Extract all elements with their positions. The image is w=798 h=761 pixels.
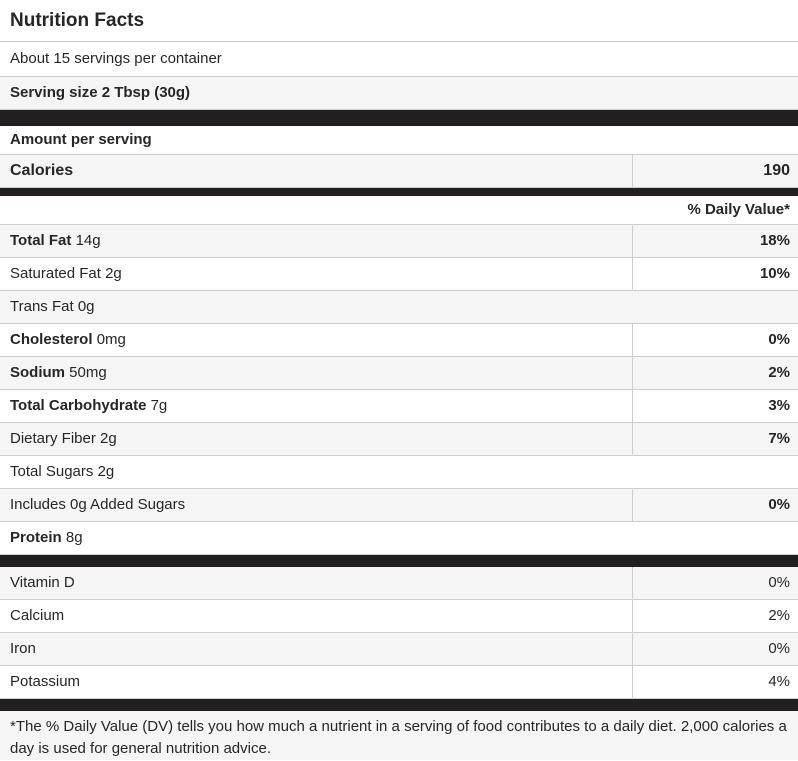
servings-per-container-row [0, 42, 798, 77]
nutrient-dv: 3% [632, 390, 798, 422]
nutrient-dv: 10% [632, 258, 798, 290]
nutrient-name: Cholesterol [10, 331, 93, 348]
vitamin-dv: 2% [632, 600, 798, 632]
nutrient-row-cholesterol [0, 324, 798, 357]
medium-separator-bar [0, 555, 798, 567]
nutrient-text [0, 456, 798, 488]
servings-per-container-text: About 15 servings per container [10, 50, 222, 67]
amount-per-serving-text: Amount per serving [10, 131, 152, 148]
medium-separator-bar [0, 699, 798, 711]
nutrient-name: Dietary Fiber [10, 430, 96, 447]
nutrient-row-total-sugars [0, 456, 798, 489]
nutrient-text [0, 258, 632, 290]
nutrient-amount: 50mg [69, 364, 107, 381]
nutrient-row-saturated-fat [0, 258, 798, 291]
vitamin-row-vitamin-d [0, 567, 798, 600]
nutrient-dv: 18% [632, 225, 798, 257]
thin-separator-bar [0, 188, 798, 196]
nutrient-text [0, 522, 798, 554]
nutrient-name: Includes 0g Added Sugars [10, 496, 186, 513]
nutrient-text [0, 489, 632, 521]
serving-size-row [0, 77, 798, 110]
label-title: Nutrition Facts [0, 0, 798, 42]
nutrient-text [0, 324, 632, 356]
vitamin-row-calcium [0, 600, 798, 633]
nutrient-text [0, 423, 632, 455]
nutrient-name: Saturated Fat [10, 265, 101, 282]
vitamin-dv: 0% [632, 633, 798, 665]
amount-per-serving-row [0, 126, 798, 155]
serving-size-text: Serving size 2 Tbsp (30g) [10, 84, 191, 101]
vitamin-name: Iron [10, 640, 36, 657]
vitamin-dv: 0% [632, 567, 798, 599]
nutrient-text [0, 225, 632, 257]
nutrient-text [0, 357, 632, 389]
vitamin-row-iron [0, 633, 798, 666]
nutrient-row-protein [0, 522, 798, 555]
nutrient-name: Trans Fat [10, 298, 74, 315]
vitamin-row-potassium [0, 666, 798, 699]
nutrient-amount: 8g [65, 529, 83, 546]
nutrient-dv: 0% [632, 324, 798, 356]
nutrient-name: Total Sugars [10, 463, 94, 480]
calories-row [0, 155, 798, 188]
nutrient-dv: 2% [632, 357, 798, 389]
vitamin-name: Vitamin D [10, 574, 75, 591]
nutrient-text [0, 390, 632, 422]
nutrient-amount: 14g [75, 232, 101, 249]
daily-value-footnote: *The % Daily Value (DV) tells you how much a nutrient in a serving of food contributes to a daily diet. 2,000 calories a day is used for general nutrition advice. [0, 711, 798, 760]
daily-value-header-text: % Daily Value* [687, 201, 790, 218]
nutrient-row-sodium [0, 357, 798, 390]
vitamin-dv: 4% [632, 666, 798, 698]
vitamin-name: Potassium [10, 673, 81, 690]
nutrient-dv: 7% [632, 423, 798, 455]
thick-separator-bar [0, 110, 798, 126]
nutrient-row-added-sugars [0, 489, 798, 522]
nutrient-amount: 0mg [96, 331, 126, 348]
nutrient-row-trans-fat [0, 291, 798, 324]
nutrient-name: Total Carbohydrate [10, 397, 147, 414]
nutrient-amount: 2g [97, 463, 115, 480]
nutrient-text [0, 291, 798, 323]
nutrient-name: Protein [10, 529, 62, 546]
nutrient-amount: 2g [100, 430, 117, 447]
nutrient-amount: 2g [105, 265, 122, 282]
calories-value: 190 [632, 155, 798, 187]
daily-value-header-row [0, 196, 798, 225]
nutrient-row-total-carbohydrate [0, 390, 798, 423]
nutrient-amount: 0g [77, 298, 95, 315]
vitamin-name: Calcium [10, 607, 65, 624]
nutrient-amount: 7g [150, 397, 168, 414]
nutrient-row-total-fat [0, 225, 798, 258]
nutrient-name: Total Fat [10, 232, 72, 249]
nutrient-row-dietary-fiber [0, 423, 798, 456]
calories-label: Calories [10, 162, 74, 179]
nutrient-name: Sodium [10, 364, 65, 381]
nutrient-dv: 0% [632, 489, 798, 521]
